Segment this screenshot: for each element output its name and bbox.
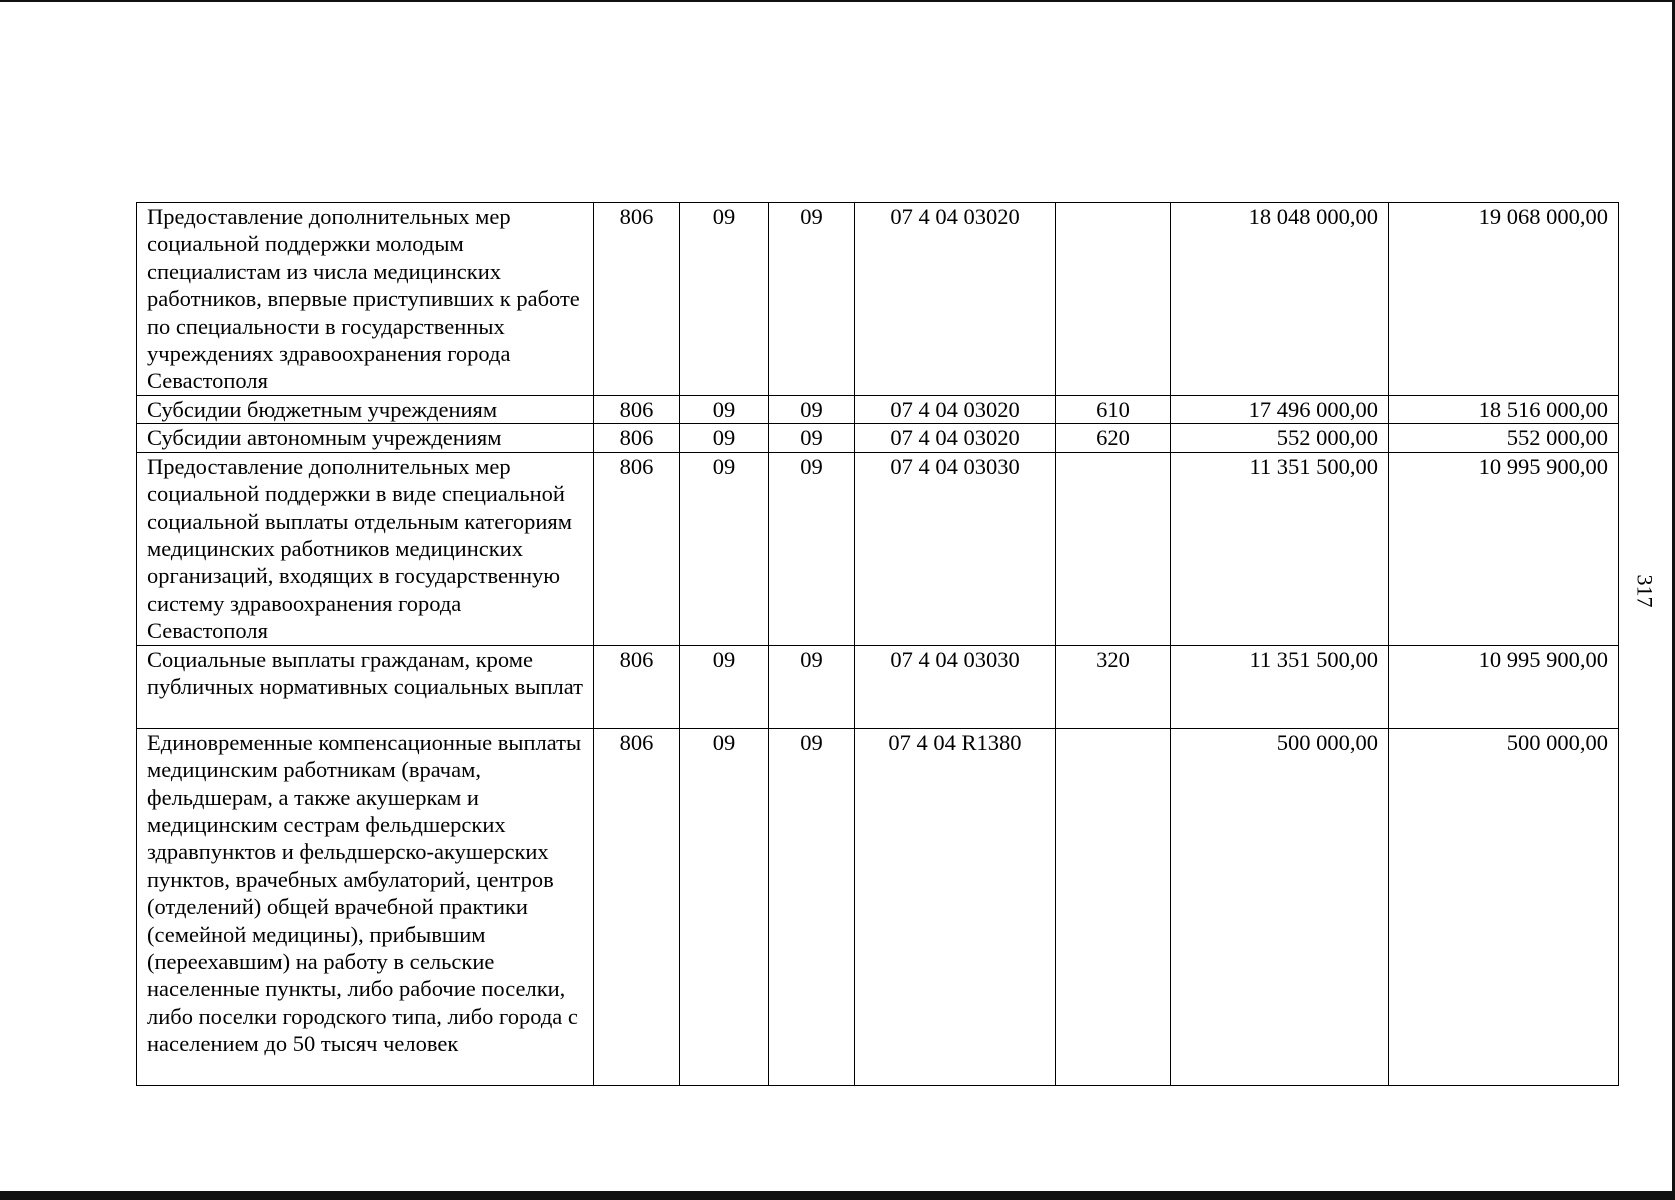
subsection-code-cell: 09 [769, 728, 855, 1085]
target-article-cell: 07 4 04 03020 [855, 203, 1056, 396]
row-name-cell: Предоставление дополнительных мер социальной поддержки в виде специальной социальной выплаты отдельным категориям медицинских работников медицинских организаций, входящих в государственную систему здравоохранения города Севастополя [137, 452, 594, 645]
table-row [137, 424, 1619, 452]
ministry-code-cell: 806 [594, 424, 680, 452]
row-name-cell: Предоставление дополнительных мер социальной поддержки молодым специалистам из числа медицинских работников, впервые приступивших к работе по специальности в государственных учреждениях здравоохранения города Севастополя [137, 203, 594, 396]
amount-year1-cell: 11 351 500,00 [1171, 452, 1389, 645]
row-name-cell: Субсидии бюджетным учреждениям [137, 396, 594, 424]
expense-type-cell [1056, 203, 1171, 396]
table-row [137, 645, 1619, 728]
section-code-cell: 09 [680, 203, 769, 396]
expense-type-cell: 610 [1056, 396, 1171, 424]
table-row [137, 396, 1619, 424]
section-code-cell: 09 [680, 424, 769, 452]
ministry-code-cell: 806 [594, 452, 680, 645]
amount-year1-cell: 500 000,00 [1171, 728, 1389, 1085]
amount-year1-cell: 552 000,00 [1171, 424, 1389, 452]
amount-year2-cell: 19 068 000,00 [1389, 203, 1619, 396]
target-article-cell: 07 4 04 03020 [855, 424, 1056, 452]
ministry-code-cell: 806 [594, 728, 680, 1085]
amount-year1-cell: 17 496 000,00 [1171, 396, 1389, 424]
row-name-cell: Социальные выплаты гражданам, кроме публичных нормативных социальных выплат [137, 645, 594, 728]
budget-table [136, 202, 1619, 1086]
expense-type-cell: 320 [1056, 645, 1171, 728]
section-code-cell: 09 [680, 396, 769, 424]
target-article-cell: 07 4 04 03020 [855, 396, 1056, 424]
subsection-code-cell: 09 [769, 396, 855, 424]
subsection-code-cell: 09 [769, 645, 855, 728]
amount-year2-cell: 18 516 000,00 [1389, 396, 1619, 424]
section-code-cell: 09 [680, 645, 769, 728]
section-code-cell: 09 [680, 728, 769, 1085]
page-number: 317 [1632, 574, 1658, 608]
table-row [137, 452, 1619, 645]
amount-year2-cell: 500 000,00 [1389, 728, 1619, 1085]
subsection-code-cell: 09 [769, 424, 855, 452]
target-article-cell: 07 4 04 03030 [855, 452, 1056, 645]
table-row [137, 728, 1619, 1085]
expense-type-cell [1056, 452, 1171, 645]
section-code-cell: 09 [680, 452, 769, 645]
amount-year2-cell: 10 995 900,00 [1389, 452, 1619, 645]
expense-type-cell: 620 [1056, 424, 1171, 452]
ministry-code-cell: 806 [594, 396, 680, 424]
scan-border-bottom [0, 1191, 1675, 1200]
scan-border-top [0, 0, 1675, 2]
subsection-code-cell: 09 [769, 452, 855, 645]
subsection-code-cell: 09 [769, 203, 855, 396]
amount-year1-cell: 11 351 500,00 [1171, 645, 1389, 728]
table-row [137, 203, 1619, 396]
expense-type-cell [1056, 728, 1171, 1085]
row-name-cell: Единовременные компенсационные выплаты медицинским работникам (врачам, фельдшерам, а также акушеркам и медицинским сестрам фельдшерских здравпунктов и фельдшерско-акушерских пунктов, врачебных амбулаторий, центров (отделений) общей врачебной практики (семейной медицины), прибывшим (переехавшим) на работу в сельские населенные пункты, либо рабочие поселки, либо поселки городского типа, либо города с населением до 50 тысяч человек [137, 728, 594, 1085]
target-article-cell: 07 4 04 03030 [855, 645, 1056, 728]
row-name-cell: Субсидии автономным учреждениям [137, 424, 594, 452]
amount-year2-cell: 552 000,00 [1389, 424, 1619, 452]
target-article-cell: 07 4 04 R1380 [855, 728, 1056, 1085]
ministry-code-cell: 806 [594, 645, 680, 728]
ministry-code-cell: 806 [594, 203, 680, 396]
amount-year2-cell: 10 995 900,00 [1389, 645, 1619, 728]
amount-year1-cell: 18 048 000,00 [1171, 203, 1389, 396]
